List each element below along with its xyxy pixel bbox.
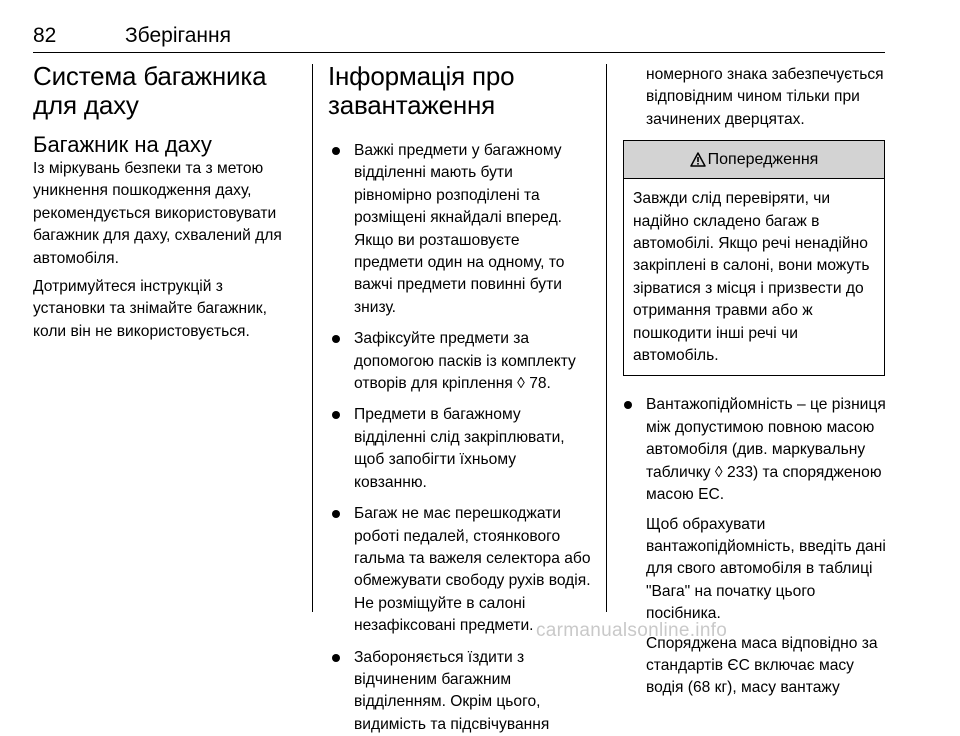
- bullet-icon: [332, 510, 340, 518]
- curb-weight-paragraph: Споряджена маса відповідно за стандартів ЄС включає масу водія (68 кг), масу вантажу: [646, 634, 878, 697]
- column-divider-2: [606, 64, 607, 612]
- warning-triangle-icon: [690, 152, 706, 167]
- section-heading-loading-info: Інформація про завантаження: [328, 61, 515, 120]
- bullet-icon: [332, 411, 340, 419]
- bullet-icon: [624, 401, 632, 409]
- section-title: Зберігання: [125, 24, 231, 47]
- page-number: 82: [33, 24, 57, 47]
- list-item: Важкі предмети у багажному відділенні мають бути рівномірно розподілені та розміщені якнайдалі вперед. Якщо ви розташовуєте предмети один на одному, то важчі предмети повинні бути знизу.: [328, 140, 593, 319]
- warning-text: Завжди слід перевіряти, чи надійно складено багаж в автомобілі. Якщо речі ненадійно закріплені в салоні, вони можуть зірватися з місця і призвести до отримання травми або ж пошкодити інші речі чи автомобіль.: [633, 190, 870, 365]
- payload-calc-paragraph: Щоб обрахувати вантажопідйомність, введіть дані для свого автомобіля в таблиці "Вага" на початку цього посібника.: [646, 515, 886, 623]
- page-header: [33, 24, 885, 54]
- warning-title: Попередження: [707, 150, 819, 168]
- loading-bullet-list: [328, 140, 593, 736]
- continuation-text: номерного знака забезпечується відповідним чином тільки при зачинених дверцятах.: [646, 66, 884, 128]
- bullet-icon: [332, 147, 340, 155]
- bullet-icon: [332, 654, 340, 662]
- section-heading-roof-rack: Система багажника для даху: [33, 61, 267, 120]
- list-item: Багаж не має перешкоджати роботі педалей, стоянкового гальма та важеля селектора або обмежувати свободу рухів водія. Не розміщуйте в салоні незафіксовані предмети.: [328, 503, 593, 637]
- column-divider-1: [312, 64, 313, 612]
- list-item: Предмети в багажному відділенні слід закріплювати, щоб запобігти їхньому ковзанню.: [328, 404, 593, 494]
- payload-bullet-list: [620, 394, 886, 699]
- column-1: [33, 62, 295, 343]
- warning-header: [624, 141, 884, 179]
- header-rule: [33, 52, 885, 53]
- paragraph-safety: Із міркувань безпеки та з метою уникнення пошкодження даху, рекомендується використовувати багажник для даху, схвалений для автомобіля.: [33, 160, 282, 267]
- payload-definition: Вантажопідйомність – це різниця між допустимою повною масою автомобіля (див. маркувальну табличку ◊ 233) та спорядженою масою ЕС.: [646, 396, 886, 504]
- list-item: [620, 394, 886, 699]
- subheading-roof-rack: Багажник на даху: [33, 132, 212, 157]
- column-3: [620, 64, 886, 700]
- bullet-icon: [332, 335, 340, 343]
- paragraph-instructions: Дотримуйтеся інструкцій з установки та знімайте багажник, коли він не використовується.: [33, 278, 267, 340]
- warning-box: [623, 140, 885, 376]
- watermark: carmanualsonline.info: [536, 620, 728, 641]
- list-item: Забороняється їздити з відчиненим багажним відділенням. Окрім цього, видимість та підсвічування: [328, 647, 593, 736]
- list-item: Зафіксуйте предмети за допомогою пасків із комплекту отворів для кріплення ◊ 78.: [328, 328, 593, 395]
